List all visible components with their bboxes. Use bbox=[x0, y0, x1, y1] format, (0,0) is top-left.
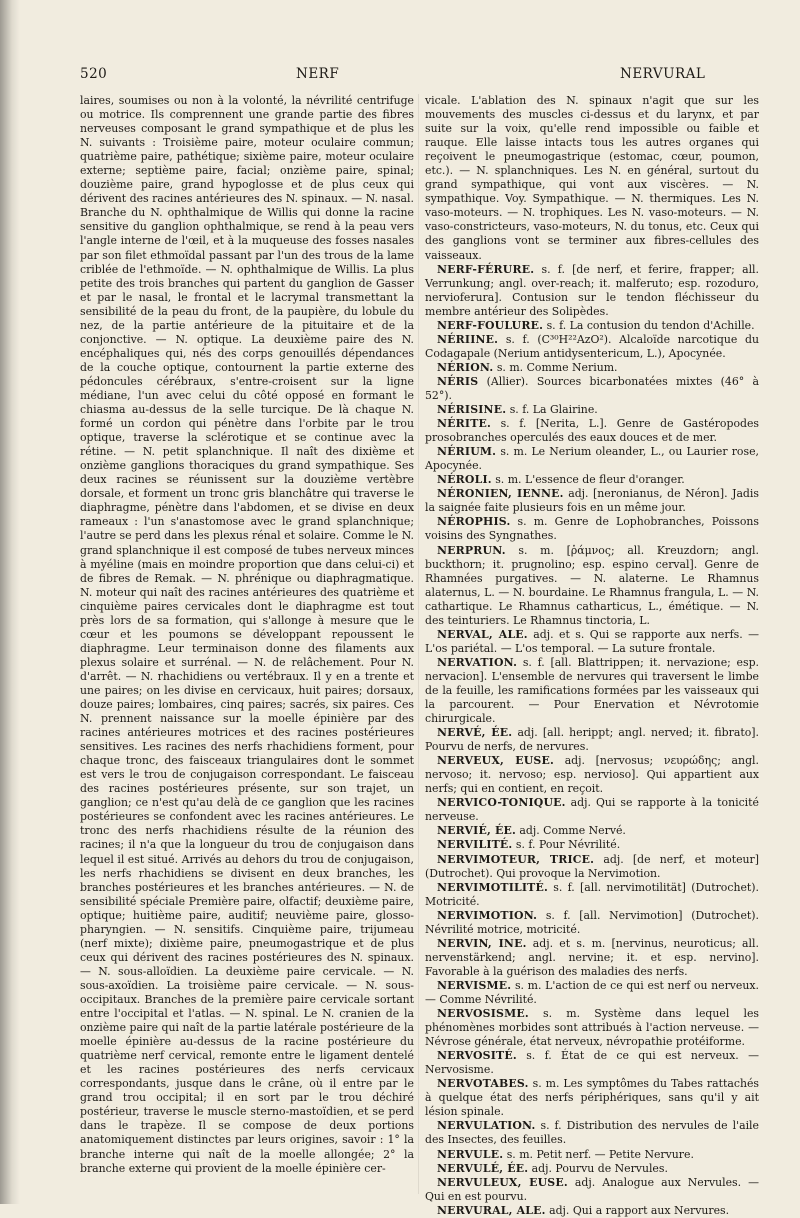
entry-definition: s. f. [de nerf, et ferire, frapper; all. Verrunkung; angl. over-reach; it. malferuto; esp. rozoduro, nervioferura]. Contusion sur le tendon fléchisseur du membre antérieur des Solipèdes. bbox=[425, 262, 759, 318]
entry-definition: s. m. Genre de Lophobranches, Poissons voisins des Syngnathes. bbox=[425, 515, 759, 543]
dictionary-entry bbox=[425, 1119, 759, 1147]
entry-headword: NERVICO-TONIQUE. bbox=[437, 796, 566, 810]
entry-headword: NERPRUN. bbox=[437, 543, 506, 557]
dictionary-entry bbox=[425, 754, 759, 796]
entry-definition: adj. Pourvu de Nervules. bbox=[531, 1161, 668, 1175]
dictionary-entry bbox=[425, 796, 759, 824]
entry-definition: adj. [all. herippt; angl. nerved; it. fibrato]. Pourvu de nerfs, de nervures. bbox=[425, 726, 759, 754]
entry-headword: NERVILITÉ. bbox=[437, 838, 513, 852]
entry-headword: NERVATION. bbox=[437, 655, 518, 669]
entry-definition: adj. [de nerf, et moteur] (Dutrochet). Qui provoque la Nervimotion. bbox=[425, 852, 759, 880]
entry-headword: NERVULE. bbox=[437, 1147, 504, 1161]
dictionary-entry bbox=[425, 445, 759, 473]
entry-headword: NERF-FÉRURE. bbox=[437, 262, 535, 276]
dictionary-entry bbox=[425, 319, 759, 333]
guide-word-right: NERVURAL bbox=[620, 66, 706, 82]
page-number: 520 bbox=[80, 66, 108, 82]
entry-headword: NÉRISINE. bbox=[437, 403, 507, 417]
entry-definition: s. m. L'action de ce qui est nerf ou nerveux. — Comme Névrilité. bbox=[425, 978, 759, 1006]
entry-list bbox=[425, 263, 759, 1218]
dictionary-entry bbox=[425, 838, 759, 852]
column-divider bbox=[418, 94, 419, 1194]
entry-definition: adj. [nervosus; νευρώδης; angl. nervoso; it. nervoso; esp. nervioso]. Qui appartient aux nerfs; qui en contient, en reçoit. bbox=[425, 754, 759, 796]
left-column bbox=[80, 94, 414, 1176]
entry-headword: NERVIMOTION. bbox=[437, 908, 538, 922]
entry-headword: NÉRIINE. bbox=[437, 332, 499, 346]
dictionary-entry bbox=[425, 1204, 759, 1218]
entry-definition: adj. Qui se rapporte à la tonicité nerveuse. bbox=[425, 796, 759, 824]
entry-headword: NERVULEUX, EUSE. bbox=[437, 1175, 568, 1189]
entry-headword: NÉRION. bbox=[437, 360, 494, 374]
entry-definition: s. f. [all. Blattrippen; it. nervazione; esp. nervacion]. L'ensemble de nervures qui traversent le limbe de la feuille, les ramifications formées par les vaisseaux qui la parcourent. — Pour Enervation et Névrotomie chirurgicale. bbox=[425, 655, 760, 726]
entry-headword: NÉRONIEN, IENNE. bbox=[437, 487, 564, 501]
dictionary-entry bbox=[425, 726, 759, 754]
entry-headword: NERVIÉ, ÉE. bbox=[437, 824, 516, 838]
guide-word-left: NERF bbox=[296, 66, 340, 82]
page-header bbox=[80, 66, 762, 88]
entry-definition: adj. Qui a rapport aux Nervures. bbox=[549, 1203, 730, 1217]
entry-headword: NÉRITE. bbox=[437, 417, 491, 431]
dictionary-entry bbox=[425, 544, 759, 628]
dictionary-entry bbox=[425, 853, 759, 881]
dictionary-entry bbox=[425, 1077, 759, 1119]
dictionary-entry bbox=[425, 515, 759, 543]
right-column bbox=[425, 94, 759, 1218]
entry-definition: s. f. [all. Nervimotion] (Dutrochet). Névrilité motrice, motricité. bbox=[425, 908, 759, 936]
dictionary-entry bbox=[425, 1162, 759, 1176]
entry-definition: s. f. La contusion du tendon d'Achille. bbox=[546, 318, 755, 332]
entry-definition: s. m. L'essence de fleur d'oranger. bbox=[495, 473, 685, 487]
entry-headword: NERVOTABES. bbox=[437, 1077, 529, 1091]
entry-definition: s. f. [all. nervimotilität] (Dutrochet). Motricité. bbox=[425, 880, 759, 908]
entry-headword: NERVULÉ, ÉE. bbox=[437, 1161, 529, 1175]
dictionary-entry bbox=[425, 1049, 759, 1077]
entry-headword: NERVIMOTEUR, TRICE. bbox=[437, 852, 595, 866]
entry-definition: adj. Comme Nervé. bbox=[519, 824, 626, 838]
entry-definition: adj. Analogue aux Nervules. — Qui en est pourvu. bbox=[425, 1175, 760, 1203]
entry-definition: adj. [neronianus, de Néron]. Jadis la saignée faite plusieurs fois en un même jour. bbox=[425, 487, 759, 515]
entry-definition: s. f. La Glairine. bbox=[509, 403, 598, 417]
entry-definition: s. m. Les symptômes du Tabes rattachés à quelque état des nerfs périphériques, sans qu'il y ait lésion spinale. bbox=[425, 1077, 759, 1119]
dictionary-entry bbox=[425, 1148, 759, 1162]
entry-definition: s. m. Système dans lequel les phénomènes morbides sont attribués à l'action nerveuse. — Névrose générale, état nerveux, névropathie protéiforme. bbox=[425, 1007, 759, 1049]
dictionary-entry bbox=[425, 375, 759, 403]
entry-headword: NERVIN, INE. bbox=[437, 936, 527, 950]
dictionary-entry bbox=[425, 656, 759, 726]
entry-headword: NERVOSISME. bbox=[437, 1007, 529, 1021]
dictionary-entry bbox=[425, 909, 759, 937]
dictionary-entry bbox=[425, 263, 759, 319]
entry-headword: NERVULATION. bbox=[437, 1119, 536, 1133]
dictionary-entry bbox=[425, 403, 759, 417]
entry-headword: NÉROLI. bbox=[437, 473, 492, 487]
entry-headword: NÉRIUM. bbox=[437, 445, 497, 459]
dictionary-entry bbox=[425, 473, 759, 487]
dictionary-entry bbox=[425, 487, 759, 515]
right-column-intro: vicale. L'ablation des N. spinaux n'agit que sur les mouvements des muscles ci-dessus et du larynx, et par suite sur la voix, qu'elle rend impossible ou faible et rauque. Elle laisse intacts tous les autres organes qui reçoivent le pneumogastrique (estomac, cœur, poumon, etc.). — N. splanchniques. Les N. en général, surtout du grand sympathique, qui vont aux viscères. — N. sympathique. Voy. Sympathique. — N. thermiques. Les N. vaso-moteurs. — N. trophiques. Les N. vaso-moteurs. — N. vaso-constricteurs, vaso-moteurs, N. du tonus, etc. Ceux qui des ganglions vont se terminer aux fibres-cellules des vaisseaux. bbox=[425, 94, 759, 262]
dictionary-entry bbox=[425, 824, 759, 838]
dictionary-entry bbox=[425, 1007, 759, 1049]
entry-definition: s. f. (C³⁰H²²AzO²). Alcaloïde narcotique du Codagapale (Nerium antidysentericum, L.), Apocynée. bbox=[425, 332, 759, 360]
dictionary-entry bbox=[425, 628, 759, 656]
dictionary-entry bbox=[425, 1176, 759, 1204]
dictionary-entry bbox=[425, 979, 759, 1007]
dictionary-entry bbox=[425, 417, 759, 445]
entry-definition: s. f. État de ce qui est nerveux. — Nervosisme. bbox=[425, 1049, 759, 1077]
entry-headword: NERVOSITÉ. bbox=[437, 1049, 517, 1063]
entry-headword: NERF-FOULURE. bbox=[437, 318, 544, 332]
entry-definition: adj. et s. m. [nervinus, neuroticus; all. nervenstärkend; angl. nervine; it. et esp. nervino]. Favorable à la guérison des maladies des nerfs. bbox=[425, 936, 759, 978]
left-column-text: laires, soumises ou non à la volonté, la névrilité centrifuge ou motrice. Ils comprennent une grande partie des fibres nerveuses composant le grand sympathique et de plus les N. suivants : Troisième paire, moteur oculaire commun; quatrième paire, pathétique; sixième paire, moteur oculaire externe; septième paire, facial; onzième paire, spinal; douzième paire, grand hypoglosse et de plus ceux qui dérivent des racines antérieures des N. spinaux. — N. nasal. Branche du N. ophthalmique de Willis qui donne la racine sensitive du ganglion ophthalmique, se rend à la peau vers l'angle interne de l'œil, et à la muqueuse des fosses nasales par son filet ethmoïdal passant par l'un des trous de la lame criblée de l'ethmoïde. — N. ophthalmique de Willis. La plus petite des trois branches qui partent du ganglion de Gasser et par le nasal, le frontal et le lacrymal transmettant la sensibilité de la peau du front, de la paupière, du lobule du nez, de la partie antérieure de la pituitaire et de la conjonctive. — N. optique. La deuxième paire des N. encéphaliques qui, nés des corps genouillés dépendances de la couche optique, contournent la partie externe des pédoncules cérébraux, s'entre-croisent sur la ligne médiane, l'un avec celui du côté opposé en formant le chiasma au-dessus de la selle turcique. De là chaque N. formé un cordon qui pénètre dans l'orbite par le trou optique, traverse la sclérotique et se continue avec la rétine. — N. petit splanchnique. Il naît des dixième et onzième ganglions thoraciques du grand sympathique. Ses deux racines se réunissent sur la douzième vertèbre dorsale, et forment un tronc gris blanchâtre qui traverse le diaphragme, pénètre dans l'abdomen, et se divise en deux rameaux : l'un s'anastomose avec le grand splanchnique; l'autre se perd dans les plexus rénal et solaire. Comme le N. grand splanchnique il est composé de tubes nerveux minces à myéline (mais en moindre proportion que dans celui-ci) et de fibres de Remak. — N. phrénique ou diaphragmatique. N. moteur qui naît des racines antérieures des quatrième et cinquième paires cervicales dont le diaphragme est tout près lors de sa formation, qui s'allonge à mesure que le cœur et les poumons se développant repoussent le diaphragme. Leur terminaison donne des filaments aux plexus solaire et surrénal. — N. de relâchement. Pour N. d'arrêt. — N. rhachidiens ou vertébraux. Il y en a trente et une paires; on les divise en cervicaux, huit paires; dorsaux, douze paires; lombaires, cinq paires; sacrés, six paires. Ces N. prennent naissance sur la moelle épinière par des racines antérieures motrices et des racines postérieures sensitives. Les racines des nerfs rhachidiens forment, pour chaque tronc, des faisceaux triangulaires dont le sommet est vers le trou de conjugaison correspondant. Le faisceau des racines postérieures présente, sur son trajet, un ganglion; ce n'est qu'au delà de ce ganglion que les racines postérieures se confondent avec les racines antérieures. Le tronc des nerfs rhachidiens résulte de la réunion des racines; il n'a que la longueur du trou de conjugaison dans lequel il est situé. Arrivés au dehors du trou de conjugaison, les nerfs rhachidiens se divisent en deux branches, les branches postérieures et les branches antérieures. — N. de sensibilité spéciale Première paire, olfactif; deuxième paire, optique; huitième paire, auditif; neuvième paire, glosso-pharyngien. — N. sensitifs. Cinquième paire, trijumeau (nerf mixte); dixième paire, pneumogastrique et de plus ceux qui dérivent des racines postérieures des N. spinaux. — N. sous-alloïdien. La deuxième paire cervicale. — N. sous-axoïdien. La troisième paire cervicale. — N. sous-occipitaux. Branches de la première paire cervicale sortant entre l'occipital et l'atlas. — N. spinal. Le N. cranien de la onzième paire qui naît de la partie latérale postérieure de la moelle épinière au-dessus de la racine postérieure du quatrième nerf cervical, remonte entre le ligament dentelé et les racines postérieures des nerfs cervicaux correspondants, jusque dans le crâne, où il entre par le grand trou occipital; il en sort par le trou déchiré postérieur, traverse le muscle sterno-mastoïdien, et se perd dans le trapèze. Il se compose de deux portions anatomiquement distinctes par leurs origines, savoir : 1° la branche interne qui naît de la moelle allongée; 2° la branche externe qui provient de la moelle épinière cer- bbox=[80, 94, 414, 1175]
entry-headword: NERVISME. bbox=[437, 978, 512, 992]
entry-definition: s. f. [Nerita, L.]. Genre de Gastéropodes prosobranches operculés des eaux douces et de mer. bbox=[425, 417, 760, 445]
dictionary-entry bbox=[425, 881, 759, 909]
dictionary-entry bbox=[425, 333, 759, 361]
dictionary-entry bbox=[425, 361, 759, 375]
entry-headword: NÉRIS bbox=[437, 374, 479, 388]
entry-headword: NERVURAL, ALE. bbox=[437, 1203, 546, 1217]
entry-definition: (Allier). Sources bicarbonatées mixtes (46° à 52°). bbox=[425, 374, 760, 402]
entry-headword: NERVIMOTILITÉ. bbox=[437, 880, 548, 894]
entry-definition: s. m. Le Nerium oleander, L., ou Laurier rose, Apocynée. bbox=[425, 445, 759, 473]
entry-definition: s. f. Pour Névrilité. bbox=[515, 838, 621, 852]
entry-definition: s. f. Distribution des nervules de l'aile des Insectes, des feuilles. bbox=[425, 1119, 759, 1147]
entry-definition: s. m. Petit nerf. — Petite Nervure. bbox=[506, 1147, 694, 1161]
entry-headword: NERVÉ, ÉE. bbox=[437, 726, 513, 740]
entry-definition: adj. et s. Qui se rapporte aux nerfs. — L'os pariétal. — L'os temporal. — La suture frontale. bbox=[425, 627, 760, 655]
binding-shadow bbox=[0, 0, 20, 1204]
dictionary-entry bbox=[425, 937, 759, 979]
entry-headword: NERVAL, ALE. bbox=[437, 627, 528, 641]
entry-headword: NERVEUX, EUSE. bbox=[437, 754, 554, 768]
entry-headword: NÉROPHIS. bbox=[437, 515, 511, 529]
entry-definition: s. m. [ῥάμνος; all. Kreuzdorn; angl. buckthorn; it. prugnolino; esp. espino cerval]. Genre de Rhamnées purgatives. — N. alaterne. Le Rhamnus alaternus, L. — N. bourdaine. Le Rhamnus frangula, L. — N. cathartique. Le Rhamnus catharticus, L., émétique. — N. des teinturiers. Le Rhamnus tinctoria, L. bbox=[425, 543, 759, 627]
entry-definition: s. m. Comme Nerium. bbox=[496, 360, 618, 374]
